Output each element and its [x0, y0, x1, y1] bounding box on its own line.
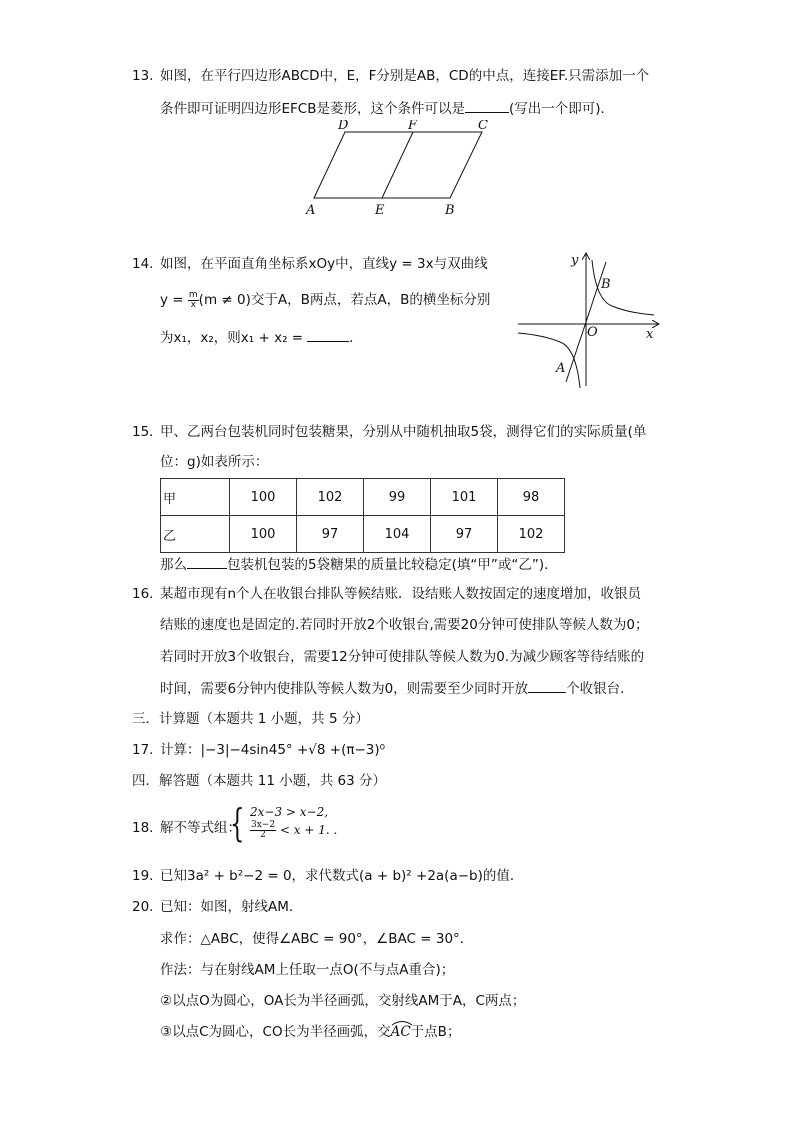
- q13-line2-tail: (写出一个即可)．: [508, 101, 615, 117]
- inequality-1: 2x−3 > x−2,: [250, 805, 329, 819]
- label-b: B: [601, 277, 611, 292]
- q16-line4-tail: 个收银台．: [566, 681, 634, 697]
- table-cell: 100: [230, 479, 297, 516]
- table-cell: 100: [230, 516, 297, 553]
- label-a: A: [306, 203, 316, 218]
- q20-line2: 求作：△ABC，使得∠ABC = 90°，∠BAC = 30°．: [160, 931, 474, 947]
- arc-ac: [391, 1022, 411, 1042]
- q13-line2: [160, 98, 614, 119]
- q20-line5: [160, 1022, 460, 1042]
- arc-icon: [391, 1020, 413, 1026]
- table-cell: 102: [498, 516, 565, 553]
- q20-line5-tail: 于点B；: [410, 1024, 461, 1040]
- table-cell: 97: [297, 516, 364, 553]
- table-row: [161, 479, 565, 516]
- q14-line2: [160, 290, 490, 310]
- q14-line3: [160, 327, 363, 348]
- q16-line1: 某超市现有n个人在收银台排队等候结账．设结账人数按固定的速度增加，收银员: [160, 586, 642, 602]
- label-y: y: [571, 253, 579, 268]
- q16-number: 16.: [132, 586, 154, 602]
- quality-table: [160, 478, 565, 553]
- row-label: 甲: [161, 479, 230, 516]
- q16-line2: 结账的速度也是固定的.若同时开放2个收银台,需要20分钟可使排队等候人数为0；: [160, 617, 649, 633]
- q16-line4-text: 时间，需要6分钟内使排队等候人数为0，则需要至少同时开放: [160, 681, 529, 697]
- q20-line3: 作法：与在射线AM上任取一点O(不与点A重合)；: [160, 962, 455, 978]
- q15-line3-text: 那么: [160, 557, 187, 573]
- table-cell: 99: [364, 479, 431, 516]
- q19-number: 19.: [132, 868, 154, 884]
- q18-frac-bottom: 2: [260, 830, 266, 840]
- coordinate-figure: [514, 250, 662, 390]
- q15-number: 15.: [132, 424, 154, 440]
- q16-answer-blank[interactable]: [528, 678, 566, 693]
- inequality-2-rest: < x + 1.: [279, 823, 330, 837]
- q13-line2-text: 条件即可证明四边形EFCB是菱形，这个条件可以是: [160, 101, 465, 117]
- brace-icon: {: [230, 801, 245, 845]
- label-x: x: [646, 327, 654, 342]
- q14-line3-tail: ．: [349, 330, 363, 346]
- hyperbola-branch-2: [518, 333, 580, 388]
- q18-number: 18.: [132, 820, 154, 836]
- q20-line4: ②以点O为圆心，OA长为半径画弧，交射线AM于A，C两点；: [160, 993, 526, 1009]
- table-cell: 104: [364, 516, 431, 553]
- section-3-heading: 三．计算题（本题共 1 小题，共 5 分）: [132, 711, 369, 727]
- q14-fraction: [188, 291, 199, 310]
- q14-frac-top: m: [188, 289, 198, 300]
- q13-number: 13.: [132, 68, 154, 84]
- q16-line4: [160, 678, 634, 699]
- q20-line5-text: ③以点C为圆心，CO长为半径画弧，交: [160, 1024, 391, 1040]
- q18-frac-top: 3x−2: [251, 820, 276, 830]
- q19-text: 已知3a² + b²−2 = 0，求代数式(a + b)² +2a(a−b)的值．: [160, 868, 524, 884]
- q14-number: 14.: [132, 256, 154, 272]
- table-cell: 97: [431, 516, 498, 553]
- arc-ac-label: AC: [390, 1024, 411, 1040]
- q14-answer-blank[interactable]: [307, 327, 349, 342]
- q13-answer-blank[interactable]: [465, 98, 509, 113]
- label-o: O: [587, 325, 598, 340]
- q15-line3-tail: 包装机包装的5袋糖果的质量比较稳定(填“甲”或“乙”)．: [227, 557, 558, 573]
- q17-number: 17.: [132, 742, 154, 758]
- label-f: F: [408, 120, 418, 133]
- section-4-heading: 四．解答题（本题共 11 小题，共 63 分）: [132, 773, 387, 789]
- q18-fraction: [250, 821, 276, 840]
- q13-line1: 如图，在平行四边形ABCD中，E，F分别是AB，CD的中点，连接EF.只需添加一个: [160, 68, 650, 84]
- segment-ef: [382, 132, 413, 198]
- q20-number: 20.: [132, 899, 154, 915]
- table-row: [161, 516, 565, 553]
- q14-line1: 如图，在平面直角坐标系xOy中，直线y = 3x与双曲线: [160, 256, 488, 272]
- q14-frac-bottom: x: [190, 299, 196, 310]
- label-e: E: [375, 203, 385, 218]
- q14-line2-rest: (m ≠ 0)交于A，B两点，若点A，B的横坐标分别: [198, 292, 491, 308]
- table-cell: 98: [498, 479, 565, 516]
- label-b: B: [445, 203, 455, 218]
- table-cell: 102: [297, 479, 364, 516]
- q20-line1: 已知：如图，射线AM．: [160, 899, 303, 915]
- q15-line1: 甲、乙两台包装机同时包装糖果，分别从中随机抽取5袋，测得它们的实际质量(单: [160, 424, 647, 440]
- q15-line2: 位：g)如表所示：: [160, 454, 269, 470]
- q18-text: 解不等式组：: [160, 820, 241, 836]
- label-c: C: [478, 120, 488, 133]
- q17-text: 计算：|−3|−4sin45° +√8 +(π−3)⁰: [160, 742, 386, 758]
- q18-end: .: [333, 823, 338, 837]
- q14-line2-lhs: y =: [160, 292, 184, 308]
- q16-line3: 若同时开放3个收银台，需要12分钟可使排队等候人数为0.为减少顾客等待结账的: [160, 649, 645, 665]
- parallelogram-figure: [300, 120, 500, 220]
- q15-line3: [160, 554, 558, 575]
- q14-line3-text: 为x₁，x₂，则x₁ + x₂ =: [160, 330, 304, 346]
- row-label: 乙: [161, 516, 230, 553]
- inequality-2: [250, 821, 337, 840]
- q15-answer-blank[interactable]: [187, 554, 227, 569]
- label-a: A: [556, 361, 566, 376]
- table-cell: 101: [431, 479, 498, 516]
- label-d: D: [338, 120, 349, 133]
